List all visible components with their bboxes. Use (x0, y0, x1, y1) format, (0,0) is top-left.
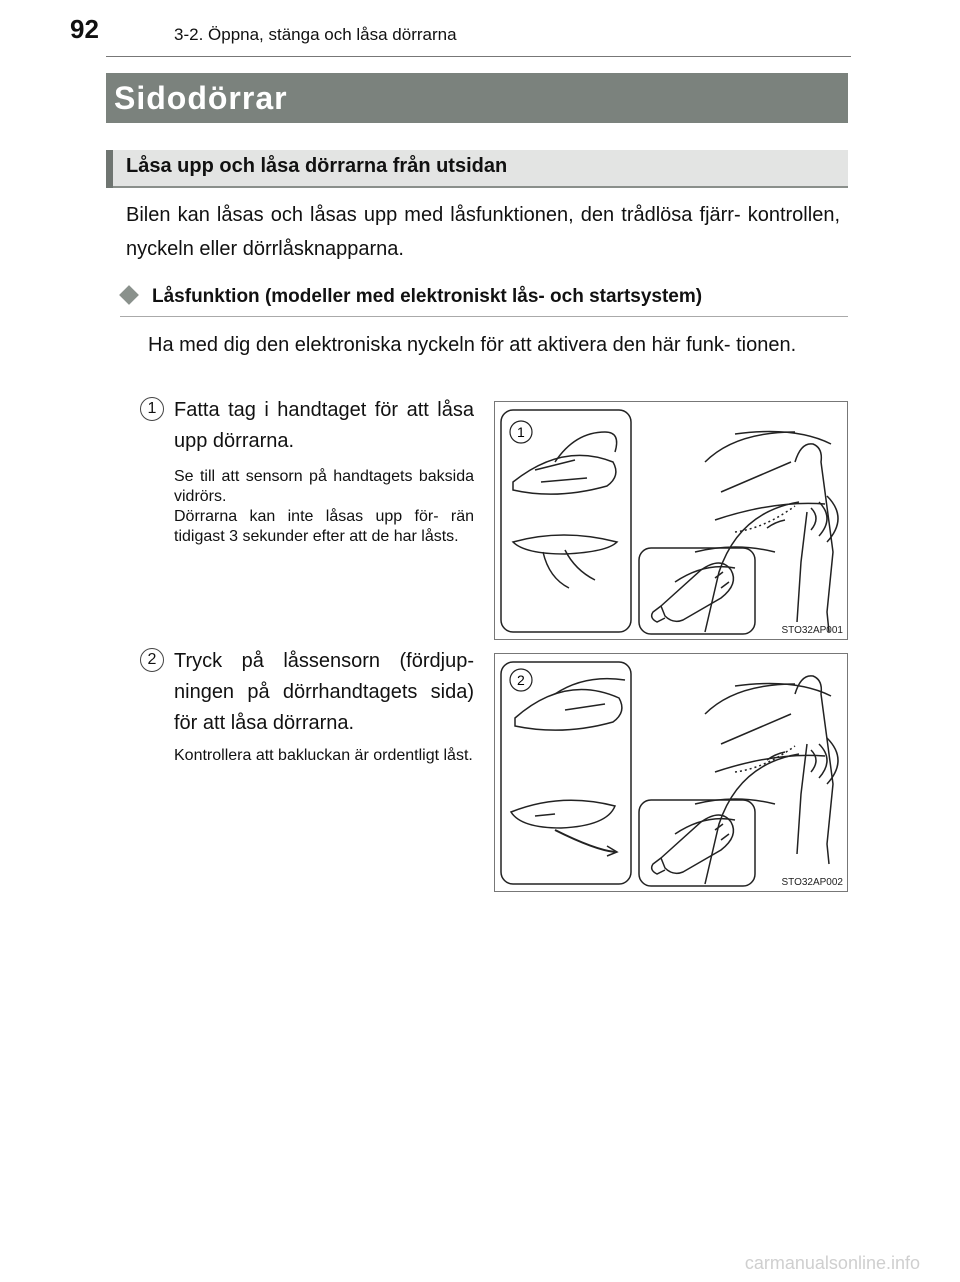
section-title: Sidodörrar (114, 80, 288, 116)
figure-2 (494, 653, 848, 892)
step-2-note: Kontrollera att bakluckan är ordentligt låst. (174, 747, 473, 764)
subsection-tab (106, 150, 113, 188)
running-head: 3-2. Öppna, stänga och låsa dörrarna (174, 25, 457, 44)
car-door-lock-illustration (495, 654, 847, 891)
watermark: carmanualsonline.info (744, 1253, 920, 1273)
figure-2-code: STO32AP002 (781, 877, 843, 888)
feature-rule (120, 316, 848, 317)
figure-2-callout: 2 (517, 672, 525, 688)
feature-description: Ha med dig den elektroniska nyckeln för att aktivera den här funk- tionen. (148, 334, 797, 356)
diamond-bullet-icon (119, 285, 139, 305)
page-number: 92 (70, 14, 99, 44)
feature-title: Låsfunktion (modeller med elektroniskt lås- och startsystem) (152, 286, 703, 307)
header-rule (106, 56, 851, 57)
intro-text: Bilen kan låsas och låsas upp med låsfunktionen, den trådlösa fjärr- kontrollen, nyckeln eller dörrlåsknapparna. (126, 204, 840, 260)
step-1-text: Fatta tag i handtaget för att låsa upp dörrarna. (174, 399, 474, 452)
car-door-unlock-illustration (495, 402, 847, 639)
step-2-text: Tryck på låssensorn (fördjup- ningen på dörrhandtagets sida) för att låsa dörrarna. (174, 650, 474, 734)
step-1-note: Se till att sensorn på handtagets baksida vidrörs. Dörrarna kan inte låsas upp för- rän tidigast 3 sekunder efter att de har låsts. (174, 468, 474, 545)
subsection-title: Låsa upp och låsa dörrarna från utsidan (126, 155, 508, 177)
step-number-1: 1 (140, 397, 164, 421)
figure-1-code: STO32AP001 (781, 625, 843, 636)
step-number-2: 2 (140, 648, 164, 672)
figure-1 (494, 401, 848, 640)
figure-1-callout: 1 (517, 424, 525, 440)
